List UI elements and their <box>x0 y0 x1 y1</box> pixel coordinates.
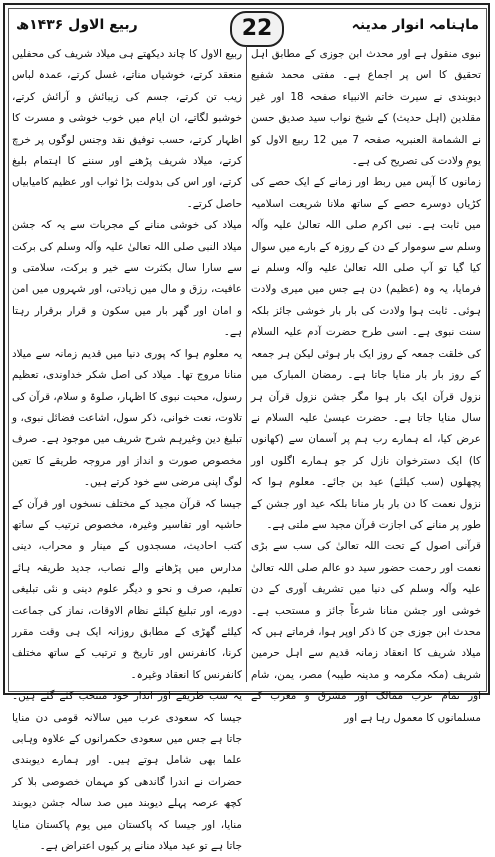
page-header <box>8 8 487 48</box>
page-number-badge: 22 <box>230 11 284 47</box>
paragraph: ربیع الاول کا چاند دیکھتے ہی میلاد شریف کی محفلیں منعقد کرتے، خوشیاں مناتے، غسل کرتے، عمدہ لباس زیب تن کرتے، جسم کی زیبائش و آرائش کرتے، خوشبو لگاتے، ان ایام میں خوب خوشی و مسرت کا اظہار کرتے، حسب توفیق نقد وجنس لوگوں پر خرچ کرتے، میلاد شریف پڑھنے اور سننے کا اہتمام بلیغ کرتے، اور اس کی بدولت بڑا ثواب اور عظیم کامیابیاں حاصل کرتے۔ <box>12 48 242 210</box>
right-text-column <box>251 44 482 724</box>
paragraph: نبوی منقول ہے اور محدث ابن جوزی کے مطابق اہل تحقیق کا اس پر اجماع ہے۔ مفتی محمد شفیع دیوبندی نے سیرت خاتم الانبیاء صفحہ 18 اور غیر مقلدین (اہل حدیث) کے شیخ نواب سید صدیق حسن نے الشمامة العنبریہ صفحہ 7 میں 12 ربیع الاول کو یومِ ولادت کی تصریح کی ہے۔ <box>251 48 482 168</box>
paragraph: یہ سب طریقے اور انداز خود منتخب کئے گئے ہیں۔ جیسا کہ سعودی عرب میں سالانہ قومی دن منایا جاتا ہے جس میں سعودی حکمرانوں کے علاوہ وہابی علما بھی شامل ہوتے ہیں۔ اور ہمارے دیوبندی حضرات نے اندرا گاندھی کو مہمان خصوصی بلا کر کچھ عرصہ پہلے دیوبند میں صد سالہ جشن دیوبند منایا، اور جیسا کہ پاکستان میں یوم پاکستان منایا جاتا ہے تو عید میلاد منانے پر کیوں اعتراض ہے۔ <box>12 690 242 853</box>
issue-month-label: ربیع الاول ۱۴۳۶ھ <box>16 17 138 33</box>
left-text-column <box>11 44 242 853</box>
column-divider <box>246 46 247 682</box>
paragraph: قرآنی اصول کے تحت اللہ تعالیٰ کی سب سے بڑی نعمت اور رحمت حضور سید دو عالم صلی اللہ تعالیٰ علیہ وآلہ وسلم کی دنیا میں تشریف آوری کے دن خوشی اور جشن منانا شرعاً جائز و مستحب ہے۔ محدث ابن جوزی جن کا ذکر اوپر ہوا، فرماتے ہیں کہ میلاد شریف کا انعقاد زمانہ قدیم سے اہل حرمین شریف (مکہ مکرمہ و مدینہ طیبہ) مصر، یمن، شام اور تمام عرب ممالک اور مشرق و مغرب کے مسلمانوں کا معمول رہا ہے اور <box>251 540 481 724</box>
paragraph: یہ معلوم ہوا کہ پوری دنیا میں قدیم زمانہ سے میلاد منانا مروج تھا۔ میلاد کی اصل شکر خداوندی، تعظیم رسول، محبت نبوی کا اظہار، صلوۃ و سلام، قرآن کی تلاوت، نعت خوانی، ذکر سول، اشاعت فضائل نبوی، و تبلیغ دین وغیرہم شرح شریف میں موجود ہے۔ صرف مخصوص صورت و انداز اور مروجہ طریقے کا تعین لوگ اپنی مرضی سے خود کرتے ہیں۔ <box>11 347 242 489</box>
magazine-title: ماہنامہ انوار مدینہ <box>351 17 479 33</box>
paragraph: جیسا کہ قرآن مجید کے مختلف نسخوں اور قرآن کے حاشیہ اور تفاسیر وغیرہ، مخصوص ترتیب کے ساتھ کتب احادیث، مسجدوں کے مینار و محراب، دینی مدارس میں پڑھانے والے نصاب، جدید طریقہ ہائے تعلیم، صرف و نحو و دیگر علوم دینی و نئی تبلیغی دورے، اور تبلیغ کیلئے نظام الاوقات، نماز کی جماعت کیلئے گھڑی کے مطابق روزانہ ایک ہی وقت مقرر کرنا، کانفرنس اور تاریخ و ترتیب کے ساتھ مختلف کانفرنس کا انعقاد وغیرہ۔ <box>12 497 242 681</box>
paragraph: زمانوں کا آپس میں ربط اور زمانے کے ایک حصے کی کڑیاں دوسرے حصے کے ساتھ ملانا شریعت اسلامیہ میں ثابت ہے۔ نبی اکرم صلی اللہ تعالیٰ علیہ وآلہ وسلم سے سوموار کے دن کے روزہ کے بارے میں سوال کیا گیا تو آپ صلی اللہ تعالیٰ علیہ وآلہ وسلم نے فرمایا، یہ وہ (عظیم) دن ہے جس میں میری ولادت ہوئی۔ ثابت ہوا ولادت کی بار بار خوشی جائز بلکہ سنت نبوی ہے۔ اسی طرح حضرت آدم علیہ السلام کی خلقت جمعہ کے روز ایک بار ہوئی لیکن ہر جمعہ کے روز بار بار منایا جاتا ہے۔ رمضان المبارک میں نزول قرآن ایک بار ہوا مگر جشن نزول قرآن ہر سال منایا جاتا ہے۔ حضرت عیسیٰ علیہ السلام نے عرض کیا، اے ہمارے رب ہم پر آسمان سے (کھانوں کا) ایک دسترخوان نازل کر جو ہمارے اگلوں اور پچھلوں (سب کیلئے) عید بن جائے۔ معلوم ہوا کہ نزول نعمت کا دن بار بار منانا بلکہ عید اور جشن کے طور پر منانے کی اجازت قرآن مجید سے ملتی ہے۔ <box>251 176 481 531</box>
paragraph: میلاد کی خوشی منانے کے مجربات سے یہ کہ جشن میلاد النبی صلی اللہ تعالیٰ علیہ وآلہ وسلم کی برکت سے سارا سال بکثرت سے خیر و برکت، سلامتی و عافیت، رزق و مال میں زیادتی، اور شہروں میں امن و امان اور گھر بار میں سکون و قرار برقرار رہتا ہے۔ <box>12 219 242 339</box>
